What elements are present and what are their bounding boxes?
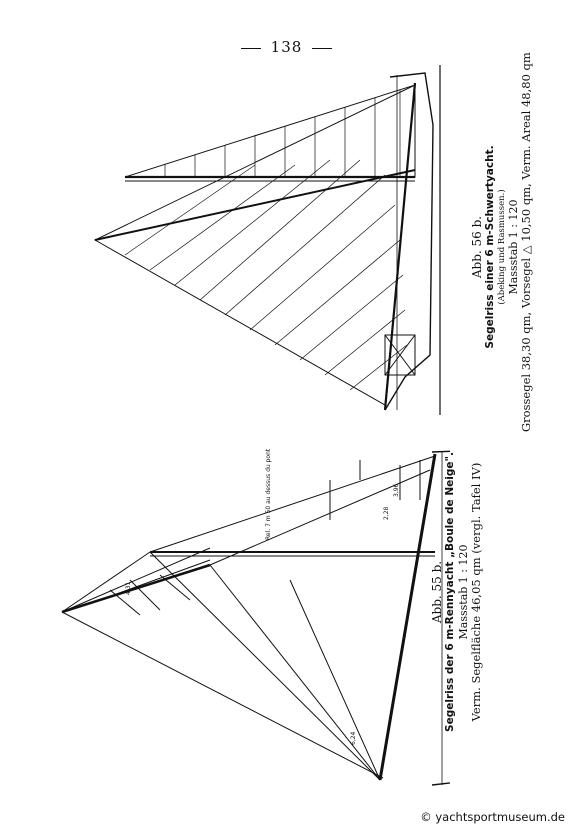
annotation-1: 3,96	[393, 483, 400, 497]
boom	[380, 454, 435, 780]
annotation-2: 2,28	[383, 506, 390, 520]
watermark: © yachtsportmuseum.de	[420, 810, 565, 824]
sail-plan-drawing-right	[85, 65, 445, 415]
figure-right-caption	[470, 52, 534, 432]
leech	[62, 612, 383, 778]
luff	[62, 548, 210, 612]
gaff	[62, 565, 210, 612]
page-number: 138	[0, 38, 573, 56]
figure-left-scale: Massstab 1 : 120	[456, 544, 470, 640]
figure-left-abb: Abb. 55 b.	[430, 560, 444, 624]
figure-right-subtitle: (Abeking und Rasmussen.)	[496, 189, 507, 305]
annotation-3: 6,24	[350, 731, 357, 745]
figure-right-abb: Abb. 56 b.	[470, 215, 484, 279]
figure-right-title: Segelriss einer 6 m-Schwertyacht.	[484, 145, 497, 349]
annotation-4: 4,31	[125, 581, 132, 595]
annotation-main: Rel. 7 m 50 au dessus du pont	[265, 448, 272, 540]
dash-right	[312, 48, 332, 49]
mainsail	[95, 85, 415, 405]
foresail	[125, 85, 415, 177]
figure-right-scale: Massstab 1 : 120	[507, 199, 521, 295]
figure-left-area: Verm. Segelfläche 46,05 qm (vergl. Tafel IV)	[469, 462, 484, 722]
figure-right-area: Grossegel 38,30 qm, Vorsegel △ 10,50 qm, Verm. Areal 48,80 qm	[519, 52, 534, 432]
figure-left-title: Segelriss der 6 m-Rennyacht „Boule de Neige".	[444, 452, 457, 732]
hull-outline	[385, 73, 433, 410]
figure-left-caption	[430, 392, 484, 792]
dash-left	[241, 48, 261, 49]
sail-plan-drawing-left	[50, 440, 450, 790]
